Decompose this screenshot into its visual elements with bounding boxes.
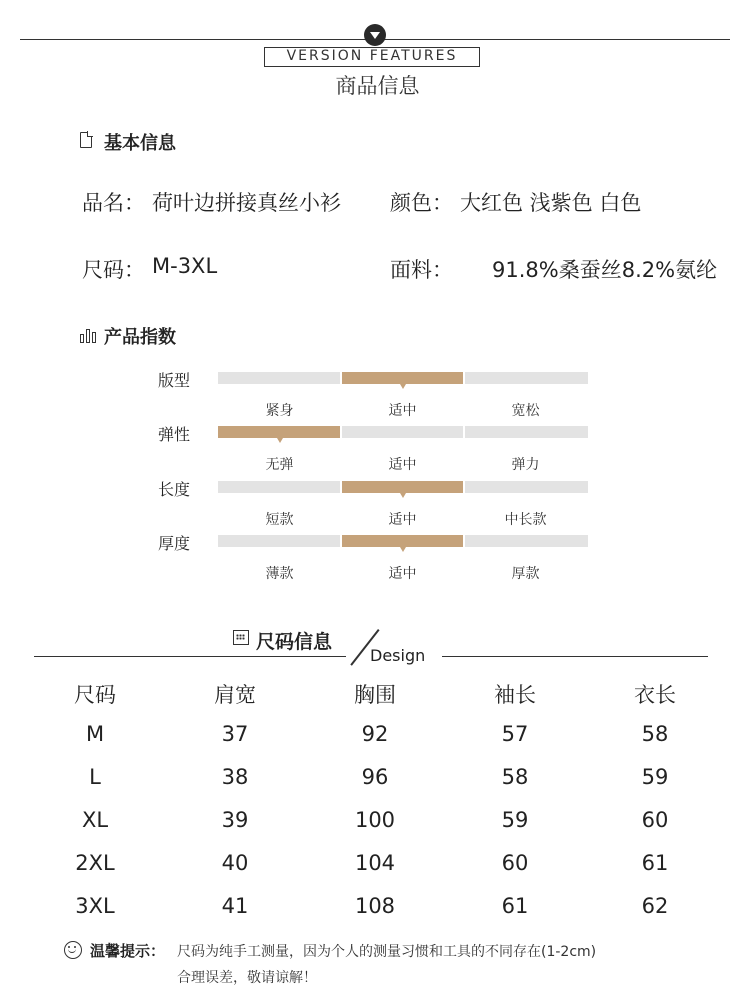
index-segment-gap [340,481,342,493]
index-option: 适中 [388,457,417,473]
size-table-cell: 96 [361,765,389,789]
size-table-cell: 62 [641,894,669,918]
index-option: 弹力 [511,457,540,473]
fabric-value: 91.8%桑蚕丝8.2%氨纶 [492,258,718,282]
color-value: 大红色 浅紫色 白色 [460,191,642,215]
size-table-cell: 104 [354,851,396,875]
index-track [218,372,588,384]
size-table-cell: 60 [501,851,529,875]
index-option: 适中 [388,512,417,528]
index-option: 薄款 [265,566,294,582]
index-segment-gap [463,535,465,547]
index-option: 适中 [388,403,417,419]
size-table-cell: 2XL [75,851,115,875]
index-track [218,535,588,547]
index-option: 紧身 [265,403,294,419]
chevron-down-icon [364,24,386,46]
size-table-cell: 61 [501,894,529,918]
color-label: 颜色： [390,191,453,215]
size-label: 尺码： [82,258,145,282]
product-index-title: 产品指数 [104,327,176,348]
size-table-cell: L [89,765,101,789]
bar-chart-icon [80,327,98,343]
calendar-icon [233,630,249,645]
index-selected-segment [341,481,464,493]
size-table-cell: 92 [361,722,389,746]
index-segment-gap [463,372,465,384]
index-label: 弹性 [158,425,191,444]
page-title: 商品信息 [335,74,420,98]
size-table-cell: 37 [221,722,249,746]
tip-line-2: 合理误差，敬请谅解！ [177,970,317,986]
size-column-header: 胸围 [354,683,396,707]
size-divider-right [442,656,708,657]
design-label: Design [370,646,426,665]
size-info-title: 尺码信息 [256,631,333,653]
size-table-cell: 38 [221,765,249,789]
index-segment-gap [340,372,342,384]
size-table-cell: 39 [221,808,249,832]
size-table-cell: 3XL [75,894,115,918]
index-label: 版型 [158,371,191,390]
name-value: 荷叶边拼接真丝小衫 [152,191,341,215]
index-option: 无弹 [265,457,294,473]
index-pointer [277,438,283,443]
index-label: 长度 [158,480,191,499]
index-track [218,481,588,493]
basic-info-title: 基本信息 [104,133,176,154]
size-table-cell: 100 [354,808,396,832]
name-label: 品名： [82,191,145,215]
size-table-cell: 59 [501,808,529,832]
index-segment-gap [463,426,465,438]
index-pointer [400,493,406,498]
size-table-cell: 61 [641,851,669,875]
index-option: 厚款 [511,566,540,582]
index-option: 宽松 [511,403,540,419]
index-segment-gap [463,481,465,493]
index-segment-gap [340,426,342,438]
size-table-cell: 60 [641,808,669,832]
size-table-cell: XL [81,808,109,832]
index-label: 厚度 [158,534,191,553]
size-column-header: 尺码 [74,683,116,707]
version-features-label: VERSION FEATURES [264,47,480,67]
size-table-cell: 108 [354,894,396,918]
document-icon [80,132,92,148]
size-table-cell: 57 [501,722,529,746]
index-pointer [400,384,406,389]
index-pointer [400,547,406,552]
size-column-header: 肩宽 [214,683,256,707]
size-table-cell: 41 [221,894,249,918]
size-table-cell: M [85,722,105,746]
fabric-label: 面料： [390,258,453,282]
index-selected-segment [341,372,464,384]
size-table-cell: 58 [501,765,529,789]
size-table-cell: 58 [641,722,669,746]
size-value: M-3XL [152,254,218,278]
index-selected-segment [341,535,464,547]
size-column-header: 衣长 [634,683,676,707]
size-table-cell: 40 [221,851,249,875]
index-option: 短款 [265,512,294,528]
index-selected-segment [218,426,341,438]
tip-line-1: 尺码为纯手工测量，因为个人的测量习惯和工具的不同存在(1-2cm) [177,944,597,960]
tip-title: 温馨提示： [90,942,166,960]
size-table-cell: 59 [641,765,669,789]
smile-icon [64,941,82,959]
size-divider-left [34,656,346,657]
index-segment-gap [340,535,342,547]
index-option: 中长款 [504,512,547,528]
index-track [218,426,588,438]
size-column-header: 袖长 [494,683,536,707]
index-option: 适中 [388,566,417,582]
